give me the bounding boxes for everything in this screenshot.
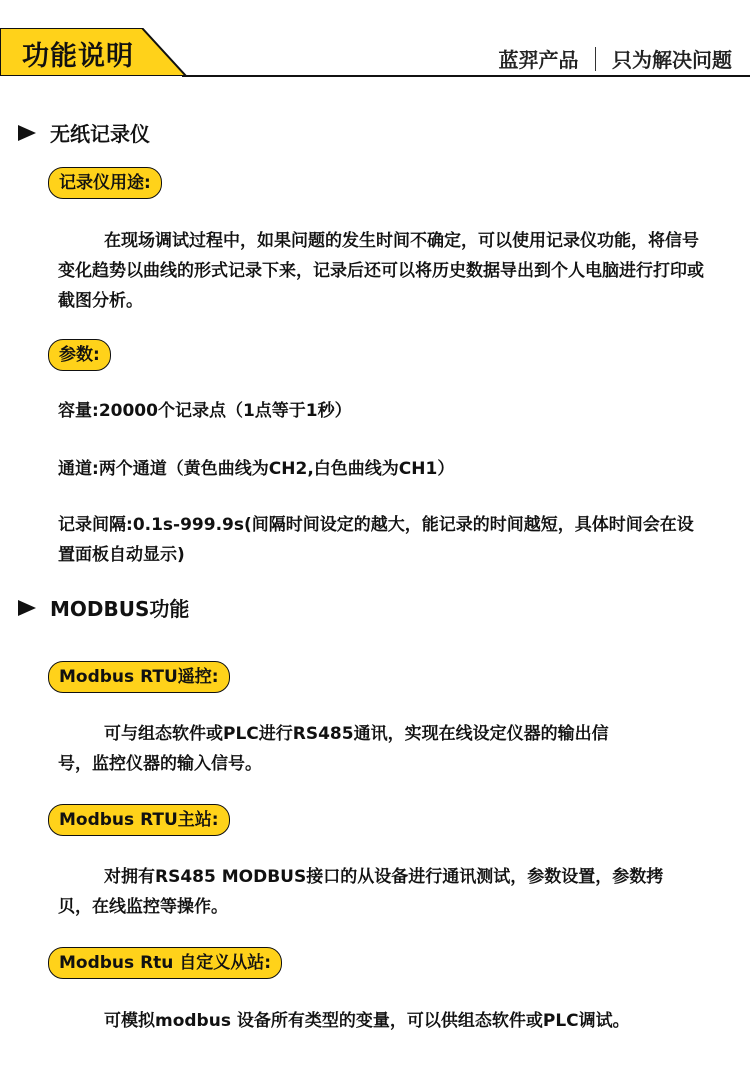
param-channel-label: 通道: <box>58 459 99 479</box>
modbus-remote-text: 可与组态软件或PLC进行RS485通讯，实现在线设定仪器的输出信号，监控仪器的输入信号。 <box>58 724 609 774</box>
modbus-master-text: 对拥有RS485 MODBUS接口的从设备进行通讯测试，参数设置，参数拷贝，在线监控等操作。 <box>58 867 664 917</box>
tag-modbus-master: Modbus RTU主站: <box>48 804 230 836</box>
tag-params: 参数: <box>48 339 111 371</box>
section-heading-modbus <box>18 593 189 622</box>
param-interval-label: 记录间隔: <box>58 515 133 535</box>
arrow-right-icon <box>18 125 36 141</box>
page-title: 功能说明 <box>22 41 134 72</box>
recorder-usage-text: 在现场调试过程中，如果问题的发生时间不确定，可以使用记录仪功能，将信号变化趋势以曲线的形式记录下来，记录后还可以将历史数据导出到个人电脑进行打印或截图分析。 <box>58 231 704 311</box>
brand-separator <box>595 47 597 71</box>
param-capacity-value: 20000个记录点（1点等于1秒） <box>98 401 352 421</box>
brand-name: 蓝羿产品 <box>498 48 579 72</box>
tag-modbus-remote: Modbus RTU遥控: <box>48 661 230 693</box>
tag-modbus-slave: Modbus Rtu 自定义从站: <box>48 947 282 979</box>
param-capacity-label: 容量: <box>58 401 99 421</box>
arrow-right-icon <box>18 600 36 616</box>
section-heading-recorder <box>18 118 150 147</box>
slogan-text: 只为解决问题 <box>612 48 732 72</box>
page-header <box>0 0 750 80</box>
section-heading-text: 无纸记录仪 <box>50 122 150 146</box>
header-divider <box>182 75 750 77</box>
param-interval <box>58 510 708 570</box>
tag-recorder-usage: 记录仪用途: <box>48 167 162 199</box>
param-capacity <box>58 396 708 426</box>
param-channel-value: 两个通道（黄色曲线为CH2,白色曲线为CH1） <box>98 459 455 479</box>
brand-slogan <box>499 44 733 73</box>
modbus-slave-text: 可模拟modbus 设备所有类型的变量，可以供组态软件或PLC调试。 <box>104 1011 630 1031</box>
param-channel <box>58 454 708 484</box>
header-title-tab <box>0 28 190 76</box>
param-interval-value: 0.1s-999.9s(间隔时间设定的越大，能记录的时间越短，具体时间会在设置面板自动显示) <box>58 515 694 565</box>
section-heading-text: MODBUS功能 <box>50 597 190 621</box>
